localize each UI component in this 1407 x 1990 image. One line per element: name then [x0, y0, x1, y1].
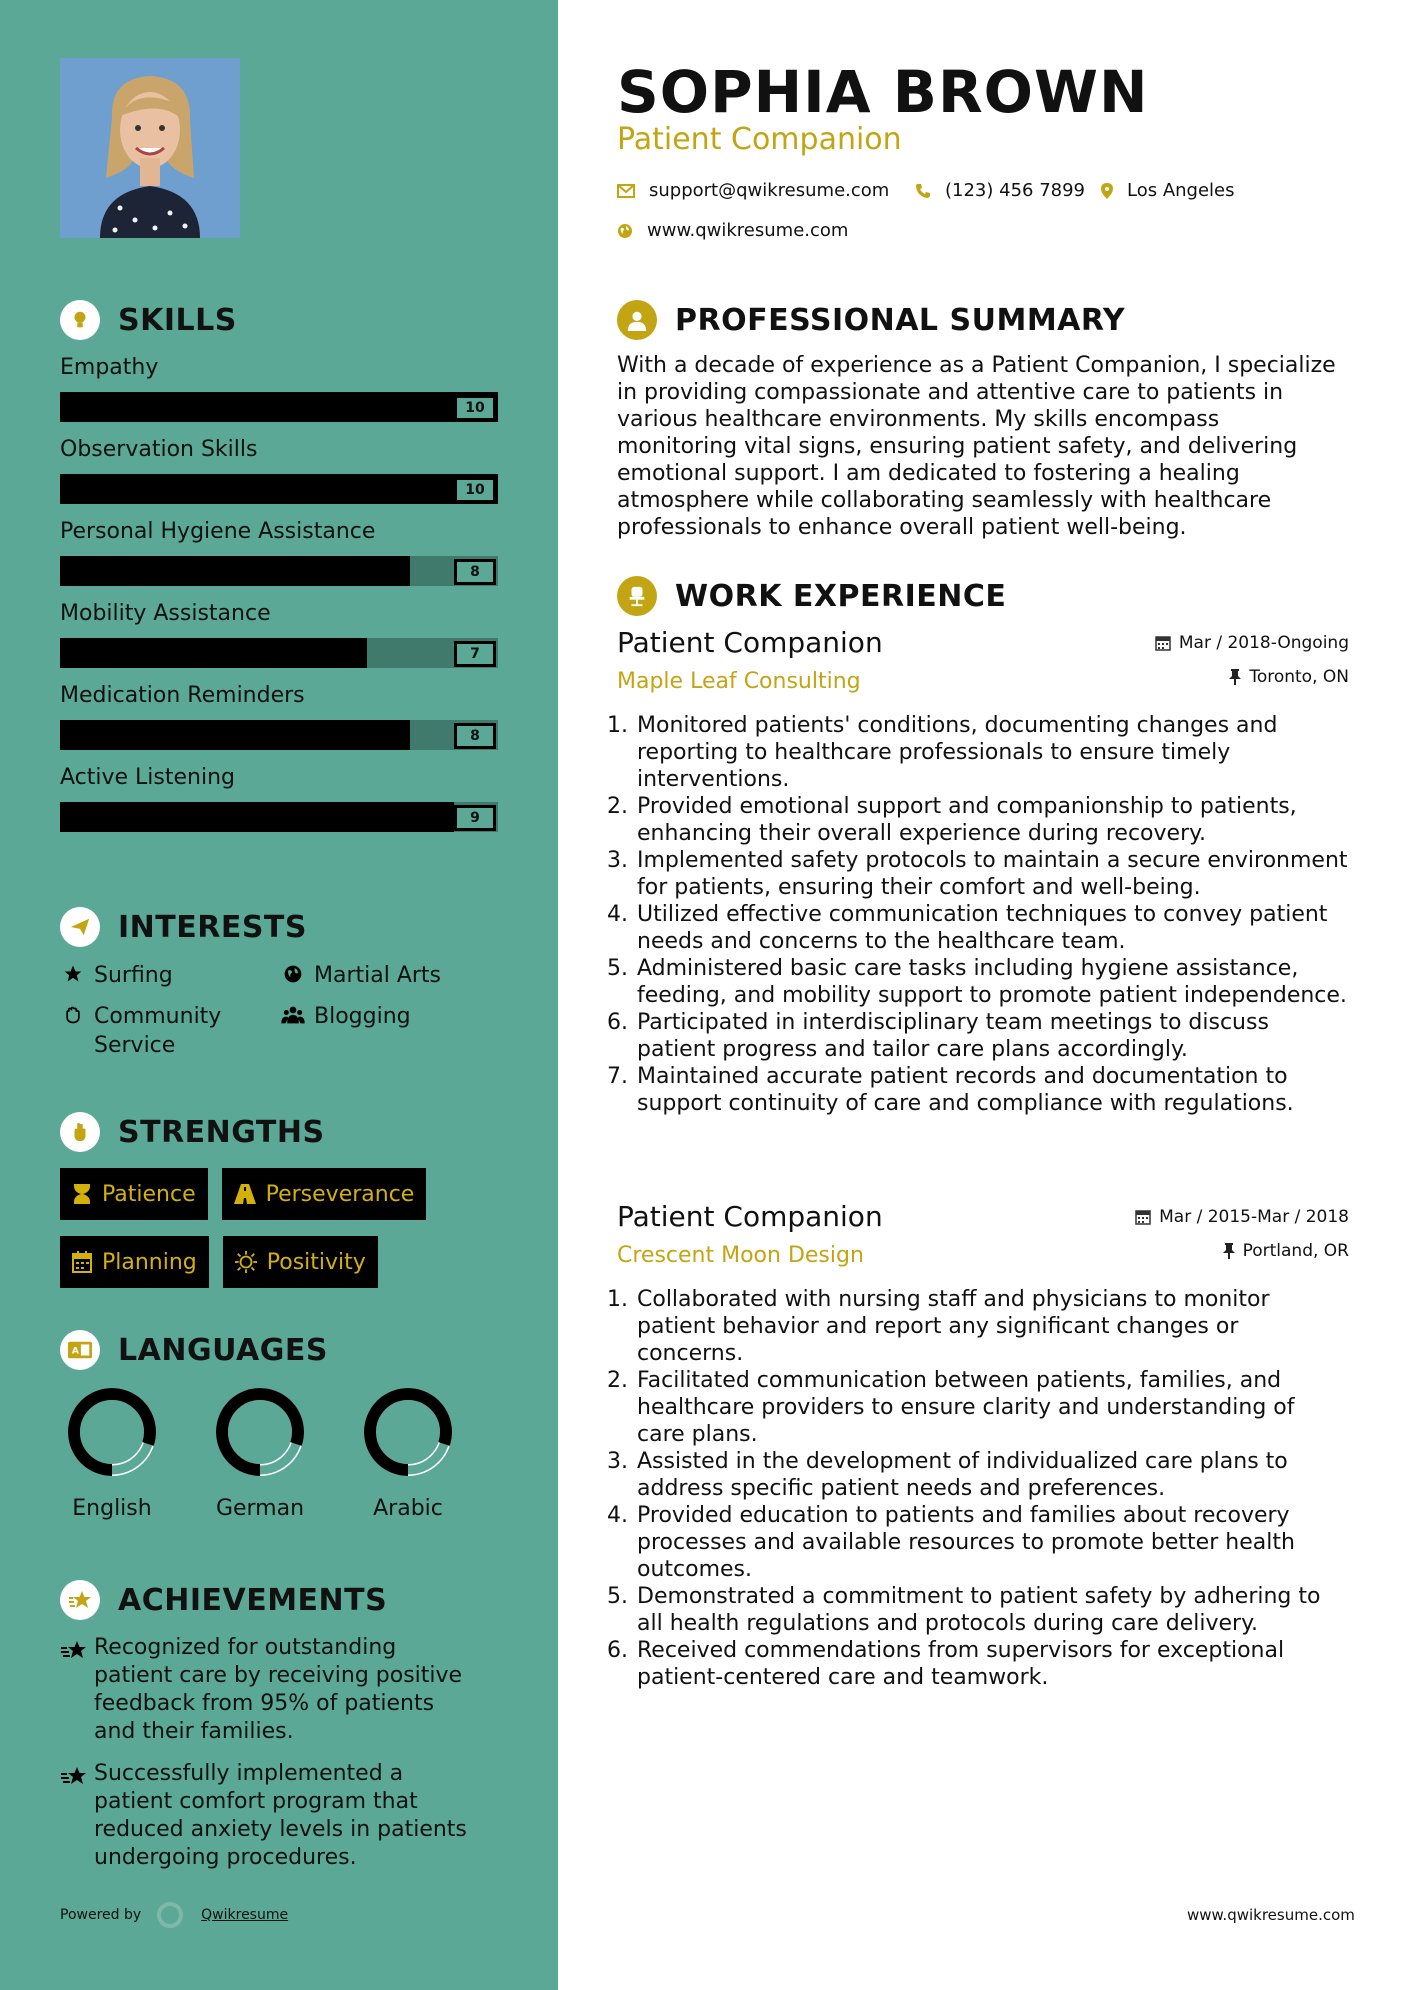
job-bullet: 3. Assisted in the development of individualized care plans to address specific patient needs and preferences. — [635, 1448, 1349, 1502]
calendar-icon — [1155, 635, 1171, 651]
achievement-text: Recognized for outstanding patient care by receiving positive feedback from 95% of patients and their families. — [94, 1635, 463, 1744]
road-icon — [234, 1184, 256, 1204]
strength-tag — [60, 1236, 209, 1288]
candidate-role: Patient Companion — [617, 122, 902, 157]
language-item — [214, 1386, 306, 1521]
language-ring — [214, 1386, 306, 1478]
strength-label: Patience — [102, 1181, 196, 1207]
trophy-star-icon — [60, 1580, 100, 1620]
job-bullet: 1. Collaborated with nursing staff and physicians to monitor patient behavior and report any significant changes or concerns. — [635, 1286, 1349, 1367]
envelope-icon — [617, 184, 635, 198]
skill-name: Empathy — [60, 355, 159, 380]
skill-bar — [60, 474, 498, 504]
translate-icon — [60, 1330, 100, 1370]
skills-section — [60, 300, 500, 832]
job-company: Crescent Moon Design — [617, 1243, 864, 1268]
interest-label: Martial Arts — [314, 963, 442, 988]
skill-bar — [60, 556, 498, 586]
qwikresume-link[interactable]: Qwikresume — [201, 1907, 289, 1923]
language-item — [362, 1386, 454, 1521]
strengths-section — [60, 1112, 500, 1288]
skill-bar — [60, 638, 498, 668]
map-pin-icon — [1101, 183, 1113, 199]
strength-label: Planning — [102, 1249, 197, 1275]
phone-contact — [915, 180, 1085, 201]
location-contact — [1101, 180, 1235, 201]
skill-bar-fill — [60, 392, 498, 422]
language-ring — [66, 1386, 158, 1478]
hourglass-icon — [72, 1183, 92, 1205]
job-dates-text: Mar / 2018-Ongoing — [1178, 633, 1349, 653]
language-ring — [362, 1386, 454, 1478]
skill-level-badge: 10 — [454, 477, 496, 503]
job-dates — [1135, 1200, 1349, 1234]
sidebar — [0, 0, 558, 1990]
hand-raised-icon — [60, 1112, 100, 1152]
strength-label: Positivity — [266, 1249, 366, 1275]
skill-name: Mobility Assistance — [60, 601, 271, 626]
globe-icon — [617, 223, 633, 239]
skill-bar — [60, 392, 498, 422]
user-icon — [617, 300, 657, 340]
skill-level-badge: 7 — [454, 641, 496, 667]
chair-icon — [617, 576, 657, 616]
powered-by-label: Powered by — [60, 1907, 142, 1923]
skill-level-badge: 10 — [454, 395, 496, 421]
job-title: Patient Companion — [617, 1200, 883, 1233]
job-bullets — [617, 712, 1349, 1117]
pushpin-icon — [1229, 669, 1241, 685]
job-bullet: 5. Demonstrated a commitment to patient safety by adhering to all health regulations and protocols during care delivery. — [635, 1583, 1349, 1637]
job-entry — [617, 1200, 1349, 1691]
footer-url[interactable]: www.qwikresume.com — [1187, 1906, 1355, 1924]
strength-tag — [222, 1168, 427, 1220]
skill-bar-fill — [60, 802, 454, 832]
job-location — [1155, 660, 1349, 694]
achievement-item — [60, 1634, 500, 1746]
job-bullet: 4. Provided education to patients and families about recovery processes and available resources to promote better health outcomes. — [635, 1502, 1349, 1583]
interest-label: Community Service — [94, 1004, 222, 1058]
skill-name: Observation Skills — [60, 437, 258, 462]
email-contact — [617, 180, 889, 201]
skill-name: Personal Hygiene Assistance — [60, 519, 376, 544]
skill-name: Medication Reminders — [60, 683, 305, 708]
language-label: Arabic — [373, 1496, 443, 1521]
job-company: Maple Leaf Consulting — [617, 669, 861, 694]
lightbulb-icon — [60, 300, 100, 340]
job-bullets — [617, 1286, 1349, 1691]
skills-title: SKILLS — [118, 302, 237, 338]
paper-plane-icon — [60, 907, 100, 947]
skill-level-badge: 8 — [454, 559, 496, 585]
job-bullet: 3. Implemented safety protocols to maintain a secure environment for patients, ensuring their comfort and well-being. — [635, 847, 1349, 901]
skill-bar-fill — [60, 556, 410, 586]
summary-heading — [617, 300, 1125, 340]
language-label: German — [215, 1496, 305, 1521]
skill-bar — [60, 720, 498, 750]
qwikresume-logo-icon — [157, 1902, 183, 1928]
experience-heading — [617, 576, 1006, 616]
job-bullet: 4. Utilized effective communication techniques to convey patient needs and concerns to the healthcare team. — [635, 901, 1349, 955]
job-location-text: Toronto, ON — [1249, 667, 1349, 687]
job-dates — [1155, 626, 1349, 660]
interests-section — [60, 907, 500, 1060]
skill-bar-fill — [60, 720, 410, 750]
skill-bar-fill — [60, 638, 367, 668]
job-bullet: 2. Provided emotional support and companionship to patients, enhancing their overall experience during recovery. — [635, 793, 1349, 847]
achievement-text: Successfully implemented a patient comfort program that reduced anxiety levels in patients undergoing procedures. — [94, 1761, 467, 1870]
interest-label: Blogging — [314, 1004, 411, 1029]
shooting-star-icon — [60, 1634, 94, 1746]
powered-by — [60, 1902, 288, 1928]
star-icon — [60, 961, 86, 984]
users-icon — [280, 1002, 306, 1025]
pushpin-icon — [1223, 1243, 1235, 1259]
job-title: Patient Companion — [617, 626, 883, 659]
job-dates-text: Mar / 2015-Mar / 2018 — [1159, 1207, 1349, 1227]
email-text[interactable]: support@qwikresume.com — [649, 180, 890, 201]
interests-title: INTERESTS — [118, 909, 307, 945]
job-bullet: 6. Participated in interdisciplinary team meetings to discuss patient progress and tailor care plans accordingly. — [635, 1009, 1349, 1063]
languages-title: LANGUAGES — [118, 1332, 328, 1368]
job-bullet: 7. Maintained accurate patient records and documentation to support continuity of care and compliance with regulations. — [635, 1063, 1349, 1117]
achievements-section — [60, 1580, 500, 1872]
skill-level-badge: 8 — [454, 723, 496, 749]
languages-section — [60, 1330, 500, 1521]
language-label: English — [72, 1496, 152, 1521]
interest-item — [60, 961, 280, 990]
skill-bar-fill — [60, 474, 498, 504]
hand-icon — [60, 1002, 86, 1025]
achievement-item — [60, 1760, 500, 1872]
summary-text: With a decade of experience as a Patient Companion, I specialize in providing compassionate and attentive care to patients in various healthcare environments. My skills encompass monitoring vital signs, ensuring patient safety, and delivering emotional support. I am dedicated to fostering a healing atmosphere while collaborating seamlessly with healthcare professionals to enhance overall patient well-being. — [617, 353, 1336, 540]
skill-bar — [60, 802, 498, 832]
strength-label: Perseverance — [265, 1181, 415, 1207]
language-item — [66, 1386, 158, 1521]
profile-photo — [60, 58, 240, 238]
website-contact — [617, 220, 848, 241]
summary-title: PROFESSIONAL SUMMARY — [675, 302, 1126, 338]
job-bullet: 5. Administered basic care tasks including hygiene assistance, feeding, and mobility support to promote patient independence. — [635, 955, 1349, 1009]
interest-item — [280, 1002, 500, 1060]
job-bullet: 2. Facilitated communication between patients, families, and healthcare providers to ensure clarity and understanding of care plans. — [635, 1367, 1349, 1448]
svg-text:A: A — [71, 1345, 79, 1357]
interest-item — [60, 1002, 280, 1060]
globe-icon — [280, 961, 306, 984]
job-bullet: 1. Monitored patients' conditions, documenting changes and reporting to healthcare professionals to ensure timely interventions. — [635, 712, 1349, 793]
interest-label: Surfing — [94, 963, 173, 988]
job-bullet: 6. Received commendations from supervisors for exceptional patient-centered care and teamwork. — [635, 1637, 1349, 1691]
job-location-text: Portland, OR — [1242, 1241, 1349, 1261]
sun-icon — [235, 1251, 257, 1273]
candidate-name: SOPHIA BROWN — [617, 58, 1149, 126]
skills-list — [60, 352, 500, 832]
skill-level-badge: 9 — [454, 805, 496, 831]
location-text: Los Angeles — [1127, 180, 1235, 201]
job-entry — [617, 626, 1349, 1117]
calendar-icon — [1135, 1209, 1151, 1225]
languages-list — [60, 1386, 500, 1521]
strength-tag — [60, 1168, 208, 1220]
skill-name: Active Listening — [60, 765, 236, 790]
strengths-title: STRENGTHS — [118, 1114, 325, 1150]
phone-icon — [915, 183, 931, 199]
phone-text: (123) 456 7899 — [945, 180, 1086, 201]
shooting-star-icon — [60, 1760, 94, 1872]
job-location — [1135, 1234, 1349, 1268]
calendar-icon — [72, 1251, 92, 1273]
experience-title: WORK EXPERIENCE — [675, 578, 1007, 614]
website-text[interactable]: www.qwikresume.com — [647, 220, 849, 241]
interest-item — [280, 961, 500, 990]
achievements-title: ACHIEVEMENTS — [118, 1582, 388, 1618]
strength-tag — [223, 1236, 378, 1288]
